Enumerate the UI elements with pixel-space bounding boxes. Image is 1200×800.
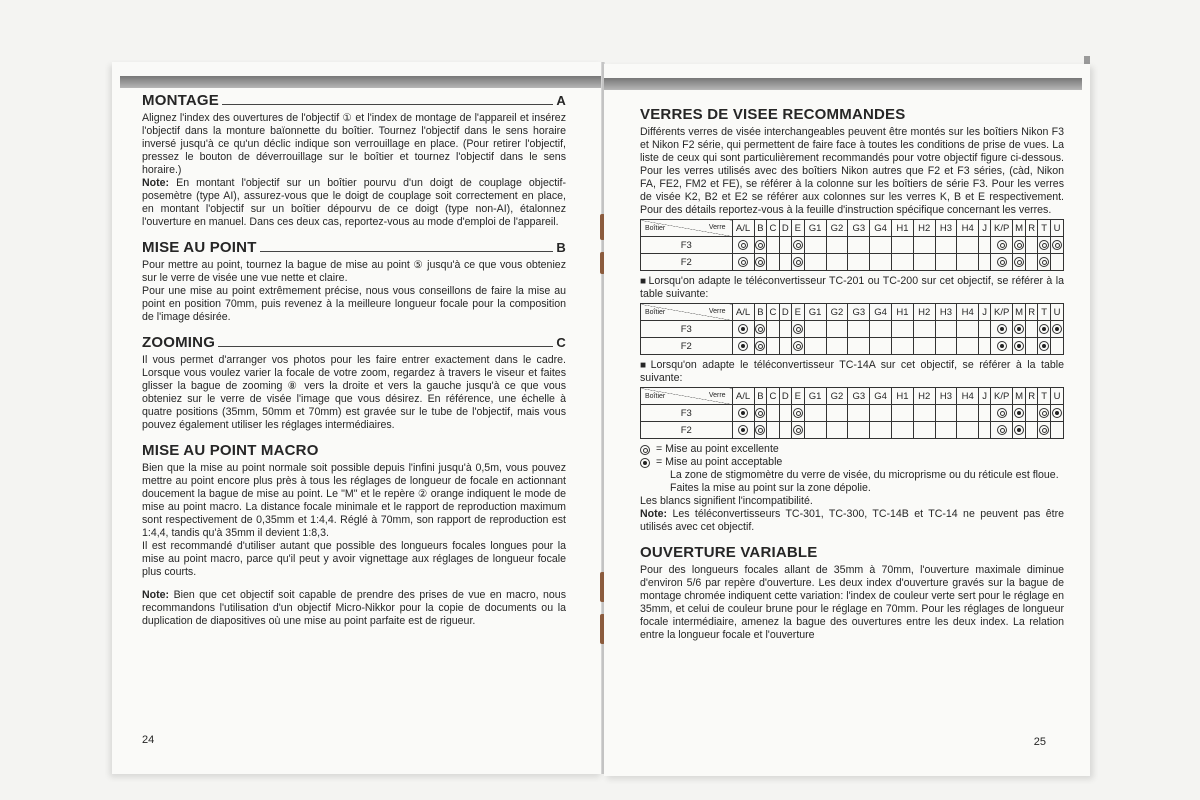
table-cell bbox=[1051, 254, 1064, 271]
excellent-icon bbox=[793, 341, 803, 351]
column-header: T bbox=[1038, 220, 1051, 237]
table-cell bbox=[791, 338, 804, 355]
zooming-heading: ZOOMING C bbox=[142, 334, 566, 351]
table-cell bbox=[804, 338, 826, 355]
table-cell bbox=[754, 405, 767, 422]
table-cell bbox=[779, 254, 791, 271]
left-page-number: 24 bbox=[142, 734, 155, 746]
table-cell bbox=[1038, 254, 1051, 271]
mise-au-point-paragraph-1: Pour mettre au point, tournez la bague de mise au point ⑤ jusqu'à ce que vous obteniez sur le verre de visée une vue nette et claire. bbox=[142, 259, 566, 284]
table-cell bbox=[767, 405, 779, 422]
camera-label: F2 bbox=[641, 422, 733, 439]
camera-label: F3 bbox=[641, 405, 733, 422]
table-cell bbox=[935, 422, 957, 439]
excellent-icon bbox=[1039, 408, 1049, 418]
right-page-header-bar bbox=[604, 78, 1082, 90]
table-cell bbox=[848, 254, 870, 271]
acceptable-icon bbox=[1014, 324, 1024, 334]
column-header: G1 bbox=[804, 220, 826, 237]
table-cell bbox=[826, 405, 848, 422]
column-header: G1 bbox=[804, 388, 826, 405]
teleconverter-note: Note: Les téléconvertisseurs TC-301, TC-300, TC-14B et TC-14 ne peuvent pas être utilisés avec cet objectif. bbox=[640, 508, 1064, 533]
table-header-row bbox=[641, 304, 1064, 321]
column-header: E bbox=[791, 220, 804, 237]
table-cell bbox=[870, 254, 892, 271]
table-cell bbox=[1026, 422, 1038, 439]
column-header: A/L bbox=[732, 220, 754, 237]
excellent-icon bbox=[997, 425, 1007, 435]
table-cell bbox=[935, 405, 957, 422]
table-cell bbox=[779, 237, 791, 254]
table-row bbox=[641, 237, 1064, 254]
acceptable-icon bbox=[1014, 341, 1024, 351]
table-cell bbox=[732, 422, 754, 439]
column-header: U bbox=[1051, 220, 1064, 237]
ouverture-paragraph: Pour des longueurs focales allant de 35mm à 70mm, l'ouverture maximale diminue d'environ 5/6 par repère d'ouverture. Les deux index d'ouverture gravés sur la bague de montage chromée indiquent cette variation: l'index de couleur verte sert pour le réglage en 35mm, et celui de couleur brune pour le réglage en 70mm. Pour les réglages de longueur focale intermédiaire, amenez la bague des ouvertures entre les deux index. La relation entre la longueur focale et l'ouverture bbox=[640, 564, 1064, 641]
table-cell bbox=[767, 338, 779, 355]
table-cell bbox=[767, 321, 779, 338]
column-header: H4 bbox=[957, 388, 979, 405]
table-cell bbox=[991, 422, 1013, 439]
table-row bbox=[641, 254, 1064, 271]
camera-label: F3 bbox=[641, 321, 733, 338]
table-cell bbox=[732, 405, 754, 422]
table-cell bbox=[979, 321, 991, 338]
column-header: T bbox=[1038, 304, 1051, 321]
table-cell bbox=[957, 321, 979, 338]
excellent-icon bbox=[793, 408, 803, 418]
column-header: H2 bbox=[913, 304, 935, 321]
macro-paragraph-2: Il est recommandé d'utiliser autant que possible des longueurs focales longues pour la mise au point macro, parce qu'il peut y avoir vignettage aux réglages de longueur focale plus courts. bbox=[142, 540, 566, 578]
table-cell bbox=[957, 405, 979, 422]
left-page bbox=[112, 62, 602, 774]
table-header-row bbox=[641, 220, 1064, 237]
column-header: G4 bbox=[870, 304, 892, 321]
table-corner-cell bbox=[641, 388, 733, 405]
table-cell bbox=[767, 422, 779, 439]
table-cell bbox=[991, 237, 1013, 254]
column-header: G3 bbox=[848, 388, 870, 405]
table-cell bbox=[804, 237, 826, 254]
column-header: A/L bbox=[732, 388, 754, 405]
right-page-content bbox=[640, 106, 1064, 642]
table-cell bbox=[892, 422, 914, 439]
table-cell bbox=[1026, 321, 1038, 338]
column-header: G4 bbox=[870, 220, 892, 237]
acceptable-icon bbox=[640, 458, 650, 468]
excellent-icon bbox=[755, 408, 765, 418]
excellent-icon bbox=[755, 240, 765, 250]
column-header: D bbox=[779, 220, 791, 237]
table-cell bbox=[826, 237, 848, 254]
table-cell bbox=[848, 338, 870, 355]
excellent-icon bbox=[793, 240, 803, 250]
table-cell bbox=[804, 405, 826, 422]
table-cell bbox=[913, 237, 935, 254]
camera-label: F2 bbox=[641, 338, 733, 355]
focusing-screen-table-tc201 bbox=[640, 303, 1064, 355]
table-cell bbox=[826, 338, 848, 355]
column-header: D bbox=[779, 304, 791, 321]
column-header: M bbox=[1013, 220, 1026, 237]
column-header: K/P bbox=[991, 220, 1013, 237]
table-row bbox=[641, 405, 1064, 422]
table-cell bbox=[991, 254, 1013, 271]
column-header: H1 bbox=[892, 304, 914, 321]
table-cell bbox=[957, 254, 979, 271]
table-cell bbox=[1013, 405, 1026, 422]
legend-acceptable-detail-1: La zone de stigmomètre du verre de visée, du microprisme ou du réticule est floue. bbox=[670, 469, 1059, 481]
column-header: C bbox=[767, 304, 779, 321]
acceptable-icon bbox=[738, 341, 748, 351]
column-header: H3 bbox=[935, 220, 957, 237]
column-header: D bbox=[779, 388, 791, 405]
table-cell bbox=[870, 237, 892, 254]
excellent-icon bbox=[640, 445, 650, 455]
acceptable-icon bbox=[1014, 408, 1024, 418]
macro-paragraph-1: Bien que la mise au point normale soit possible depuis l'infini jusqu'à 0,5m, vous pouvez mettre au point encore plus près à tous les réglages de longueur de focale en actionnant doucement la bague de mise au point. Le "M" et le repère ② orange indiquent le mode de mise au point macro. La distance focale minimale et le rapport de reproduction maximum sont respectivement de 0,35mm et 1:4,4. Réglé à 70mm, son rapport de reproduction est 1:4,4, tandis qu'à 35mm il devient 1:8,3. bbox=[142, 462, 566, 539]
table-cell bbox=[913, 254, 935, 271]
column-header: G3 bbox=[848, 304, 870, 321]
column-header: G4 bbox=[870, 388, 892, 405]
table-cell bbox=[754, 338, 767, 355]
column-header: C bbox=[767, 220, 779, 237]
table-cell bbox=[957, 237, 979, 254]
table-cell bbox=[991, 321, 1013, 338]
table-cell bbox=[979, 338, 991, 355]
excellent-icon bbox=[738, 257, 748, 267]
table-cell bbox=[791, 422, 804, 439]
table-cell bbox=[804, 321, 826, 338]
column-header: H4 bbox=[957, 304, 979, 321]
table-cell bbox=[870, 422, 892, 439]
table-cell bbox=[754, 422, 767, 439]
column-header: H1 bbox=[892, 388, 914, 405]
excellent-icon bbox=[997, 240, 1007, 250]
table-caption-tc201: ■ Lorsqu'on adapte le téléconvertisseur TC-201 ou TC-200 sur cet objectif, se référer à la table suivante: bbox=[640, 275, 1064, 300]
excellent-icon bbox=[1014, 240, 1024, 250]
verre-label: Verre bbox=[708, 308, 726, 315]
table-cell bbox=[779, 405, 791, 422]
column-header: H3 bbox=[935, 304, 957, 321]
excellent-icon bbox=[1039, 425, 1049, 435]
table-cell bbox=[957, 338, 979, 355]
column-header: E bbox=[791, 304, 804, 321]
acceptable-icon bbox=[1052, 408, 1062, 418]
table-cell bbox=[848, 237, 870, 254]
table-row bbox=[641, 338, 1064, 355]
column-header: G3 bbox=[848, 220, 870, 237]
table-cell bbox=[1051, 422, 1064, 439]
table-cell bbox=[791, 254, 804, 271]
verre-label: Verre bbox=[708, 224, 726, 231]
column-header: B bbox=[754, 304, 767, 321]
table-cell bbox=[826, 254, 848, 271]
table-cell bbox=[1026, 405, 1038, 422]
table-cell bbox=[892, 321, 914, 338]
legend-acceptable: = Mise au point acceptable bbox=[640, 456, 1064, 469]
acceptable-icon bbox=[997, 341, 1007, 351]
acceptable-icon bbox=[997, 324, 1007, 334]
column-header: R bbox=[1026, 388, 1038, 405]
right-page-number: 25 bbox=[1033, 736, 1046, 748]
mise-au-point-heading: MISE AU POINT B bbox=[142, 239, 566, 256]
table-row bbox=[641, 422, 1064, 439]
verre-label: Verre bbox=[708, 392, 726, 399]
table-cell bbox=[767, 237, 779, 254]
legend-acceptable-detail-2: Faites la mise au point sur la zone dépolie. bbox=[670, 482, 871, 494]
excellent-icon bbox=[1039, 257, 1049, 267]
table-cell bbox=[779, 321, 791, 338]
table-cell bbox=[913, 321, 935, 338]
column-header: R bbox=[1026, 304, 1038, 321]
focusing-screen-table bbox=[640, 219, 1064, 271]
column-header: G2 bbox=[826, 304, 848, 321]
table-cell bbox=[848, 405, 870, 422]
table-cell bbox=[1026, 237, 1038, 254]
column-header: G1 bbox=[804, 304, 826, 321]
table-cell bbox=[826, 422, 848, 439]
column-header: G2 bbox=[826, 220, 848, 237]
column-header: K/P bbox=[991, 388, 1013, 405]
table-cell bbox=[870, 405, 892, 422]
acceptable-icon bbox=[738, 408, 748, 418]
camera-label: F3 bbox=[641, 237, 733, 254]
right-page bbox=[604, 64, 1090, 776]
excellent-icon bbox=[755, 341, 765, 351]
acceptable-icon bbox=[1014, 425, 1024, 435]
excellent-icon bbox=[755, 257, 765, 267]
table-cell bbox=[1026, 254, 1038, 271]
table-cell bbox=[870, 338, 892, 355]
table-cell bbox=[979, 254, 991, 271]
table-cell bbox=[935, 338, 957, 355]
table-cell bbox=[732, 321, 754, 338]
table-cell bbox=[754, 237, 767, 254]
column-header: C bbox=[767, 388, 779, 405]
montage-note: Note: En montant l'objectif sur un boîtier pourvu d'un doigt de couplage objectif-posemètre (type AI), assurez-vous que le doigt de couplage soit correctement en place, en montant l'objectif sur un boîtier dépourvu de ce doigt (type non-AI), étalonnez l'ouverture en manuel. Dans ces deux cas, reportez-vous au mode d'emploi de l'appareil. bbox=[142, 177, 566, 228]
left-page-header-bar bbox=[120, 76, 602, 88]
table-cell bbox=[779, 338, 791, 355]
excellent-icon bbox=[755, 425, 765, 435]
table-cell bbox=[848, 321, 870, 338]
table-cell bbox=[892, 405, 914, 422]
column-header: H2 bbox=[913, 388, 935, 405]
table-cell bbox=[732, 338, 754, 355]
table-cell bbox=[1038, 237, 1051, 254]
table-cell bbox=[1051, 237, 1064, 254]
table-cell bbox=[779, 422, 791, 439]
boitier-label: Boîtier bbox=[645, 309, 666, 316]
mise-au-point-paragraph-2: Pour une mise au point extrêmement précise, nous vous conseillons de faire la mise au point en position 70mm, puis revenez à la meilleure longueur focale pour la composition de l'image désirée. bbox=[142, 285, 566, 323]
column-header: M bbox=[1013, 388, 1026, 405]
column-header: H2 bbox=[913, 220, 935, 237]
table-cell bbox=[804, 422, 826, 439]
table-cell bbox=[1013, 321, 1026, 338]
table-cell bbox=[826, 321, 848, 338]
column-header: K/P bbox=[991, 304, 1013, 321]
table-cell bbox=[979, 405, 991, 422]
column-header: H4 bbox=[957, 220, 979, 237]
montage-paragraph: Alignez l'index des ouvertures de l'objectif ① et l'index de montage de l'appareil et insérez l'objectif dans la monture baïonnette du boîtier. Tournez l'objectif dans le sens horaire inversé jusqu'à ce qu'un déclic indique son verrouillage en place. (Pour retirer l'objectif, pressez le bouton de déverrouillage sur le boîtier et tournez l'objectif dans le sens horaire.) bbox=[142, 112, 566, 176]
table-row bbox=[641, 321, 1064, 338]
table-cell bbox=[804, 254, 826, 271]
table-cell bbox=[870, 321, 892, 338]
excellent-icon bbox=[793, 257, 803, 267]
table-cell bbox=[892, 338, 914, 355]
legend-blanks: Les blancs signifient l'incompatibilité. bbox=[640, 495, 813, 507]
column-header: E bbox=[791, 388, 804, 405]
column-header: J bbox=[979, 304, 991, 321]
column-header: H1 bbox=[892, 220, 914, 237]
table-cell bbox=[957, 422, 979, 439]
table-cell bbox=[892, 237, 914, 254]
column-header: M bbox=[1013, 304, 1026, 321]
table-header-row bbox=[641, 388, 1064, 405]
table-cell bbox=[1051, 338, 1064, 355]
acceptable-icon bbox=[738, 425, 748, 435]
table-cell bbox=[1038, 338, 1051, 355]
table-cell bbox=[935, 321, 957, 338]
montage-heading: MONTAGE A bbox=[142, 92, 566, 109]
boitier-label: Boîtier bbox=[645, 393, 666, 400]
left-page-content bbox=[142, 92, 566, 628]
table-cell bbox=[935, 237, 957, 254]
acceptable-icon bbox=[1039, 341, 1049, 351]
excellent-icon bbox=[793, 425, 803, 435]
column-header: U bbox=[1051, 388, 1064, 405]
column-header: U bbox=[1051, 304, 1064, 321]
excellent-icon bbox=[793, 324, 803, 334]
excellent-icon bbox=[1052, 240, 1062, 250]
excellent-icon bbox=[997, 408, 1007, 418]
table-cell bbox=[754, 254, 767, 271]
acceptable-icon bbox=[1039, 324, 1049, 334]
table-cell bbox=[754, 321, 767, 338]
table-cell bbox=[1013, 254, 1026, 271]
ouverture-heading: OUVERTURE VARIABLE bbox=[640, 544, 818, 561]
table-cell bbox=[1051, 405, 1064, 422]
table-cell bbox=[1038, 405, 1051, 422]
table-corner-cell bbox=[641, 304, 733, 321]
acceptable-icon bbox=[738, 324, 748, 334]
verres-paragraph: Différents verres de visée interchangeables peuvent être montés sur les boîtiers Nikon F3 et Nikon F2 série, qui permettent de faire face à toutes les conditions de prise de vues. La liste de ceux qui sont particulièrement recommandés pour votre objectif figure ci-dessous. Pour les verres utilisés avec des boîtiers Nikon autres que F2 et F3 séries, (càd, Nikon FA, FE2, FM2 et FE), se référer à la colonne sur les boîtiers de série F3. Pour les verres de visée K2, B2 et E2 se référer aux colonnes sur les verres K, B et E respectivement. Pour des détails reportez-vous à la feuille d'instruction spécifique concernant les verres. bbox=[640, 126, 1064, 216]
macro-note: Note: Bien que cet objectif soit capable de prendre des prises de vue en macro, nous recommandons l'utilisation d'un objectif Micro-Nikkor pour la copie de documents ou la duplication de diapositives où une mise au point parfaite est de rigueur. bbox=[142, 589, 566, 627]
table-corner-cell bbox=[641, 220, 733, 237]
excellent-icon bbox=[997, 257, 1007, 267]
table-cell bbox=[913, 405, 935, 422]
table-cell bbox=[767, 254, 779, 271]
table-cell bbox=[991, 405, 1013, 422]
focusing-screen-table-tc14a bbox=[640, 387, 1064, 439]
table-cell bbox=[1013, 237, 1026, 254]
table-cell bbox=[913, 422, 935, 439]
column-header: J bbox=[979, 388, 991, 405]
table-cell bbox=[979, 237, 991, 254]
column-header: H3 bbox=[935, 388, 957, 405]
column-header: B bbox=[754, 388, 767, 405]
excellent-icon bbox=[738, 240, 748, 250]
table-cell bbox=[979, 422, 991, 439]
excellent-icon bbox=[755, 324, 765, 334]
table-cell bbox=[791, 321, 804, 338]
table-cell bbox=[848, 422, 870, 439]
macro-heading: MISE AU POINT MACRO bbox=[142, 442, 319, 459]
table-cell bbox=[991, 338, 1013, 355]
column-header: R bbox=[1026, 220, 1038, 237]
table-cell bbox=[935, 254, 957, 271]
boitier-label: Boîtier bbox=[645, 225, 666, 232]
table-cell bbox=[791, 237, 804, 254]
zooming-paragraph: Il vous permet d'arranger vos photos pour les faire entrer exactement dans le cadre. Lorsque vous voulez varier la focale de votre zoom, regardez à travers le viseur et faites glisser la bague de zooming ⑧ vers la droite et vers la gauche jusqu'à ce que vous obteniez sur le verre de visée l'image que vous désirez. En référence, une échelle à quatre positions (35mm, 50mm et 70mm) est gravée sur le tube de l'objectif, mais vous pouvez également utiliser les réglages intermédiaires. bbox=[142, 354, 566, 431]
table-cell bbox=[791, 405, 804, 422]
column-header: J bbox=[979, 220, 991, 237]
column-header: T bbox=[1038, 388, 1051, 405]
table-cell bbox=[913, 338, 935, 355]
excellent-icon bbox=[1014, 257, 1024, 267]
table-cell bbox=[1038, 422, 1051, 439]
acceptable-icon bbox=[1052, 324, 1062, 334]
column-header: A/L bbox=[732, 304, 754, 321]
table-cell bbox=[1013, 422, 1026, 439]
table-cell bbox=[1051, 321, 1064, 338]
camera-label: F2 bbox=[641, 254, 733, 271]
legend-excellent: = Mise au point excellente bbox=[640, 443, 1064, 456]
table-cell bbox=[732, 237, 754, 254]
table-cell bbox=[1038, 321, 1051, 338]
table-cell bbox=[1013, 338, 1026, 355]
excellent-icon bbox=[1039, 240, 1049, 250]
column-header: B bbox=[754, 220, 767, 237]
table-cell bbox=[892, 254, 914, 271]
table-cell bbox=[732, 254, 754, 271]
verres-heading: VERRES DE VISEE RECOMMANDES bbox=[640, 106, 906, 123]
table-cell bbox=[1026, 338, 1038, 355]
column-header: G2 bbox=[826, 388, 848, 405]
table-caption-tc14a: ■ Lorsqu'on adapte le téléconvertisseur TC-14A sur cet objectif, se référer à la table suivante: bbox=[640, 359, 1064, 384]
